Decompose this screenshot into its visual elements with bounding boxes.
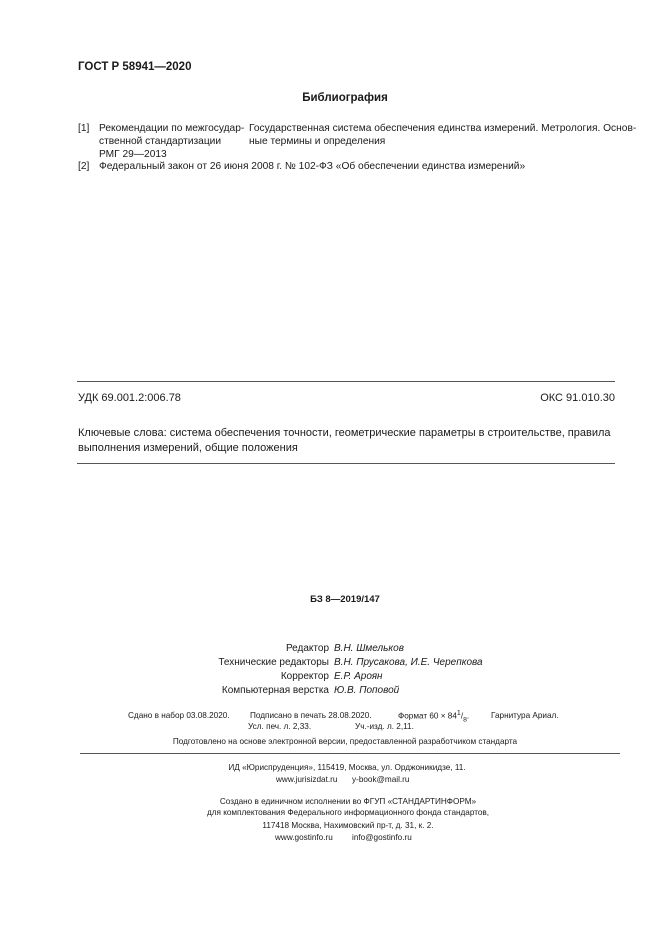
format: Формат $60 \times 84^1/_8$. <box>398 710 470 724</box>
reference-number: [1] <box>78 123 90 134</box>
tech-editors-label: Технические редакторы <box>218 657 329 668</box>
reference-source-line: Федеральный закон от 26 июня 2008 г. № 102-ФЗ «Об обеспечении единства измерений» <box>99 161 526 172</box>
reference-number: [2] <box>78 161 90 172</box>
printer-address: 117418 Москва, Нахимовский пр-т, д. 31, к. 2. <box>262 821 434 830</box>
tech-editors-names: В.Н. Прусакова, И.Е. Черепкова <box>334 657 483 668</box>
layout-label: Компьютерная верстка <box>221 685 329 696</box>
submitted-date: Сдано в набор 03.08.2020. <box>128 711 230 720</box>
divider <box>77 381 615 382</box>
corrector-label: Корректор <box>280 671 329 682</box>
printer-line: Создано в единичном исполнении во ФГУП «СТАНДАРТИНФОРМ» <box>219 797 477 806</box>
printed-sheets: Усл. печ. л. 2,33. <box>248 722 312 731</box>
typeface: Гарнитура Ариал. <box>491 711 559 720</box>
printer-line: для комплектования Федерального информационного фонда стандартов, <box>206 808 490 817</box>
publisher-address: ИД «Юриспруденция», 115419, Москва, ул. Орджоникидзе, 11. <box>228 763 466 772</box>
publisher-website: www.jurisizdat.ru <box>276 775 338 784</box>
reference-description-line: Государственная система обеспечения единства измерений. Метрология. Основ- <box>249 123 637 134</box>
bz-number: БЗ 8—2019/147 <box>310 594 380 605</box>
publisher-email: y-book@mail.ru <box>352 775 410 784</box>
signed-date: Подписано в печать 28.08.2020. <box>250 711 372 720</box>
udk-code: УДК 69.001.2:006.78 <box>78 392 181 404</box>
reference-source-line: Рекомендации по межгосудар- <box>99 123 245 134</box>
document-header: ГОСТ Р 58941—2020 <box>78 61 192 73</box>
reference-description-line: ные термины и определения <box>249 136 386 147</box>
prepared-note: Подготовлено на основе электронной версии, предоставленной разработчиком стандарта <box>172 737 518 746</box>
bibliography-title: Библиография <box>302 92 388 104</box>
corrector-name: Е.Р. Ароян <box>334 671 383 682</box>
reference-source-line: РМГ 29—2013 <box>99 149 167 160</box>
editor-name: В.Н. Шмельков <box>334 643 404 654</box>
layout-name: Ю.В. Поповой <box>334 685 400 696</box>
divider <box>80 753 620 754</box>
reference-source-line: ственной стандартизации <box>99 136 222 147</box>
editor-label: Редактор <box>285 643 329 654</box>
oks-code: ОКС 91.010.30 <box>540 392 615 404</box>
printer-website: www.gostinfo.ru <box>275 833 333 842</box>
divider <box>77 463 615 464</box>
publishing-sheets: Уч.-изд. л. 2,11. <box>355 722 414 731</box>
keywords: Ключевые слова: система обеспечения точности, геометрические параметры в строительстве, правила выполнения измерений, общие положения <box>78 427 611 454</box>
printer-email: info@gostinfo.ru <box>352 833 412 842</box>
